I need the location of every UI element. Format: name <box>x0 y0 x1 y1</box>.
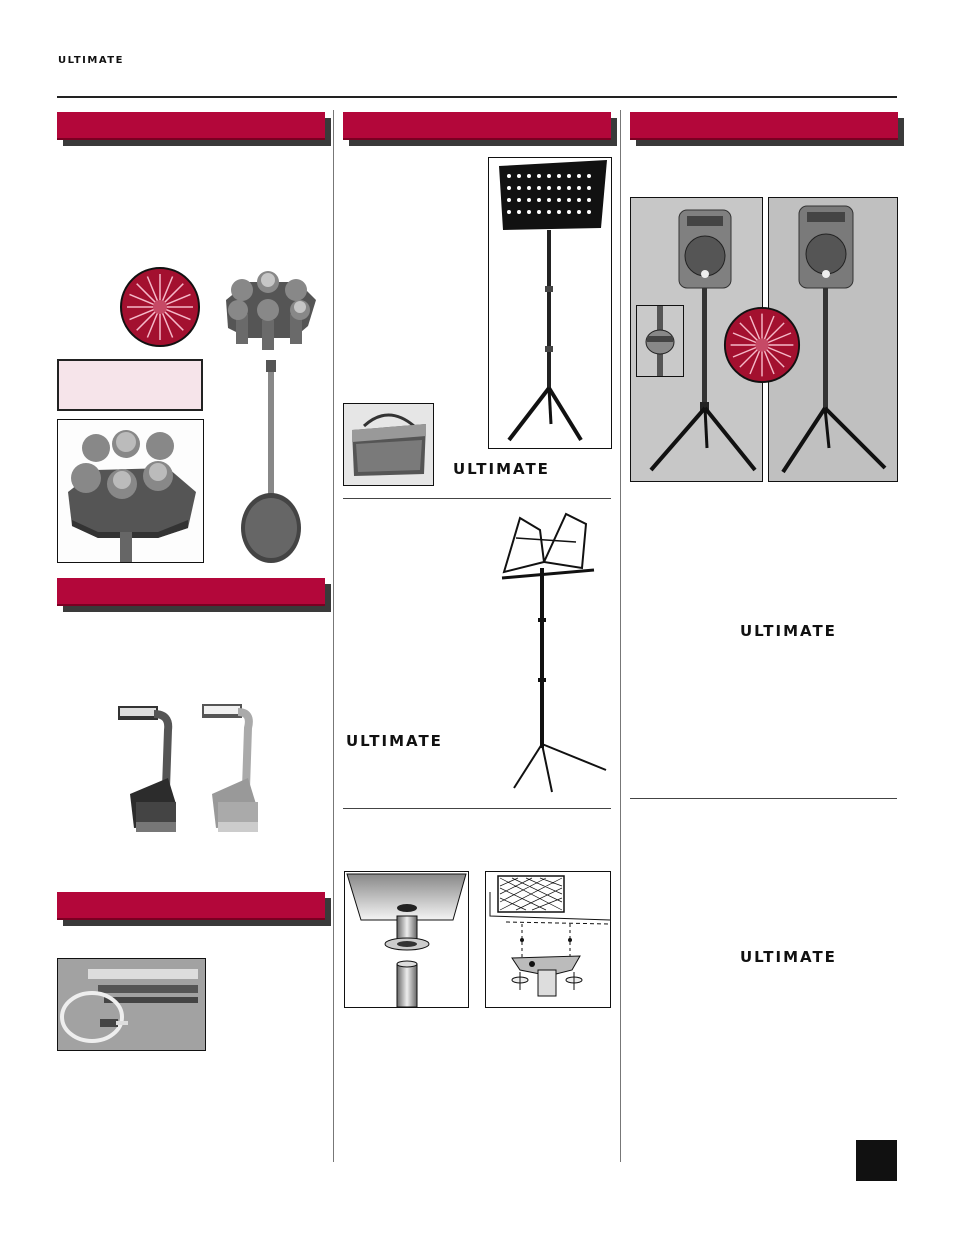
divider-col2-1 <box>343 498 611 499</box>
adapter-diagram-2 <box>485 871 611 1008</box>
adapter-diagram-1 <box>344 871 469 1008</box>
section-banner-speaker-stands <box>630 112 898 140</box>
folding-stand-photo <box>496 508 610 796</box>
column-divider-1 <box>333 110 334 1162</box>
header-rule <box>57 96 897 98</box>
header-brand-logo: ULTIMATE <box>58 55 124 66</box>
mic-holder-stand-photo <box>208 260 318 570</box>
cables-photo <box>57 958 206 1051</box>
brand-mark-speaker-1: ULTIMATE <box>740 622 837 640</box>
divider-col3-1 <box>630 798 897 799</box>
section-banner-mic-holder <box>57 112 325 140</box>
carry-bag-photo <box>343 403 434 486</box>
column-divider-2 <box>620 110 621 1162</box>
section-banner-cables <box>57 892 325 920</box>
brand-mark-orchestra: ULTIMATE <box>453 460 550 478</box>
stand-light-photo <box>110 698 280 838</box>
brand-mark-speaker-2: ULTIMATE <box>740 948 837 966</box>
section-banner-stand-light <box>57 578 325 606</box>
starburst-icon <box>723 306 801 384</box>
mic-holder-closeup-photo <box>57 419 204 563</box>
info-box <box>57 359 203 411</box>
divider-col2-2 <box>343 808 611 809</box>
orchestra-stand-photo <box>488 157 612 449</box>
starburst-icon <box>119 266 201 348</box>
page-number-box <box>856 1140 897 1181</box>
speaker-stand-inset-photo <box>636 305 684 377</box>
section-banner-music-stands <box>343 112 611 140</box>
brand-mark-folding: ULTIMATE <box>346 732 443 750</box>
